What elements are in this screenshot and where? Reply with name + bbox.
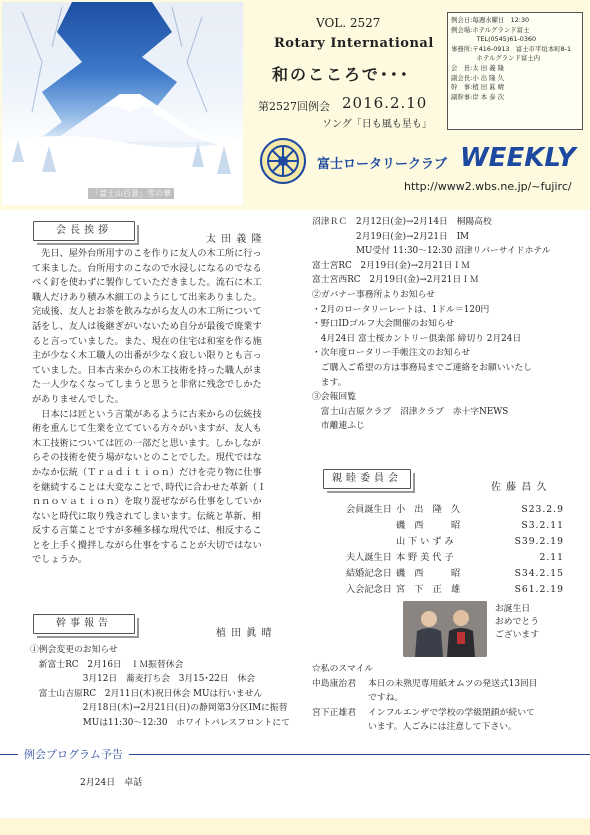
club-name-jp: 富士ロータリークラブ [317, 157, 448, 172]
program-title: 例会プログラム予告 [18, 746, 129, 762]
celebration-date: S39.2.19 [514, 536, 564, 547]
header [0, 0, 590, 210]
message-line: 主が少なく木工職人の出番が少なく寂しい限りとも言っ [32, 350, 262, 362]
celebration-date: S3.2.11 [521, 520, 564, 531]
report-line: 富士山吉原クラブ 沼津クラブ 赤十字NEWS [312, 406, 509, 417]
info-line: 例会場:ホテルグランド富士 [451, 25, 530, 34]
message-line: を継続することは大変なことで､時代に合わせた革新（Ｉ [32, 481, 267, 493]
celebration-label [344, 534, 394, 550]
message-line: 反する言葉ことですが多種多様な現代では、相反するこ [32, 525, 262, 537]
congrats-line: お誕生日 [495, 604, 531, 614]
report-line: MUは11:30～12:30 ホワイトパレスフロントにて [30, 717, 290, 728]
report-line: 2月19日(金)→2月21日 IM [312, 231, 470, 242]
member-name: 宮 下 正 雄 [395, 584, 461, 595]
secretary-report [30, 643, 310, 731]
report-line: 富士宮西RC 2月19日(金)→2月21日ＩＭ [312, 275, 479, 286]
report-line: ご購入ご希望の方は事務局までご連絡をお願いいたし [312, 362, 532, 373]
info-line: 事務所:〒416-0913 富士市平垣本町8-1 [451, 44, 572, 53]
secretary-name: 植 田 眞 晴 [216, 628, 273, 639]
smile-text: います。人ごみには注意して下さい。 [368, 722, 517, 733]
member-name: 山 下 い ず み [395, 536, 454, 547]
celebration-date: S23.2.9 [521, 504, 564, 515]
message-line: がありませんでした。 [32, 393, 124, 405]
info-line: TEL(0545)61-0360 [451, 35, 537, 44]
president-name: 太 田 義 隆 [206, 234, 263, 245]
report-line: 4月24日 富士桜カントリー倶楽部 締切り 2月24日 [312, 333, 522, 344]
member-name: 磯 西 昭 [395, 568, 461, 579]
table-row [344, 550, 566, 566]
report-line: 3月12日 蕎麦打ち会 3月15･22日 休会 [30, 674, 256, 685]
table-row [344, 566, 566, 582]
weekly-title: WEEKLY [460, 143, 576, 173]
report-line: ③会報回覧 [312, 392, 356, 403]
info-line: 副幹事:岸 本 泰 次 [451, 92, 504, 101]
message-line: ないと時代に取り残されてしまいます。伝統と革新、相 [32, 510, 261, 522]
info-line: 幹 事:植 田 眞 晴 [451, 83, 504, 92]
volume-number: VOL. 2527 [316, 16, 381, 30]
message-line: べく釘を使わずに製作していただきました。流石に木工 [32, 277, 262, 289]
message-line: ｎｎｏｖａｔｉｏｎ）を取り混ぜながら仕事をしていか [32, 496, 262, 508]
meeting-song: ソング「日も風も星も」 [322, 119, 432, 130]
two-men-photo-icon [403, 601, 487, 657]
club-name-en: Rotary International [274, 36, 434, 51]
report-line: MU受付 11:30～12:30 沼津リバーサイドホテル [312, 246, 551, 257]
table-row [344, 502, 566, 518]
congrats-line: おめでとう [495, 617, 539, 627]
report-line: 沼津ＲＣ 2月12日(金)→2月14日 桐陽高校 [312, 217, 492, 227]
celebration-label [344, 518, 394, 534]
member-name: 小 出 隆 久 [395, 504, 461, 515]
table-row [344, 582, 566, 598]
mount-fuji-snow-scene-icon [2, 2, 243, 205]
message-line: 完成後、友人とお茶を飲みながら友人の木工所について [32, 306, 262, 318]
message-line: 話をし、友人は後継ぎがいないため自分が最後で廃業す [32, 320, 262, 332]
secretary-report-continued [312, 215, 584, 434]
message-line: でしょうか。 [32, 554, 88, 566]
info-line: 例会日:毎週水曜日 12:30 [451, 16, 530, 24]
message-line: 職人だけあり積み木細工のようにして出来ありました。 [32, 291, 262, 303]
members-photo [403, 601, 487, 657]
smile-member: 中島康治君 [312, 678, 356, 689]
report-line: 新富士RC 2月16日 ＩＭ振替休会 [30, 659, 184, 670]
meeting-date: 2016.2.10 [342, 94, 428, 112]
message-line: とを上手く攪拌しながら仕事をすることが大切ではない [32, 539, 262, 551]
smile-text: インフルエンザで学校の学級閉鎖が続いて [368, 707, 535, 718]
message-line: て来ました。台所用すのこなので水浸しになるのでなる [32, 262, 262, 274]
photo-caption: 「富士山百景」雪の華 [88, 188, 174, 199]
report-line: ・2月のロータリーレートは、1ドル＝120円 [312, 304, 490, 315]
fellowship-section-title: 親睦委員会 [323, 469, 411, 489]
motto: 和のこころで･･･ [272, 65, 410, 84]
report-line: 富士宮RC 2月19日(金)→2月21日ＩＭ [312, 260, 470, 271]
report-line: ①例会変更のお知らせ [30, 645, 118, 655]
smile-entry [312, 706, 584, 721]
celebration-date: 2.11 [539, 552, 564, 563]
message-line: らその技術を使う場がないとのことでした。現代ではな [32, 452, 262, 464]
message-line: 日本には匠という言葉があるように古来からの伝統技 [32, 408, 262, 420]
rotary-wheel-icon [258, 136, 308, 186]
message-line: た一人少なくなってしまうと思うと非常に残念でしかた [32, 379, 262, 391]
info-line: ホテルグランド富士内 [451, 54, 541, 63]
message-line: 先日、屋外台所用すのこを作りに友人の木工所に行っ [32, 248, 262, 259]
message-line: ていました。日本古来からの木工技術を持った職人がま [32, 364, 262, 376]
congrats-message [495, 603, 539, 642]
secretary-section-title: 幹事報告 [33, 614, 135, 634]
message-line: かなか伝統（Ｔｒａｄｉｔｉｏｎ）だけを売り物に仕事 [32, 466, 262, 478]
report-line: ます。 [312, 377, 347, 388]
member-name: 本 野 美 代 子 [395, 552, 454, 563]
meeting-number: 第2527回例会 [258, 100, 330, 113]
report-line: ・次年度ロータリー手帳注文のお知らせ [312, 348, 471, 359]
report-line: ・野口IDゴルフ大会開催のお知らせ [312, 319, 455, 330]
celebration-label: 夫人誕生日 [346, 552, 392, 563]
message-line: 術を重んじて生業を立てている方々がいますが、友人も [32, 423, 262, 435]
info-line: 副会長:小 出 隆 久 [451, 73, 504, 82]
mount-fuji-photo [2, 2, 243, 205]
message-line: ると言っていました。また、現在の住宅は和室を作る施 [32, 335, 262, 347]
member-name: 磯 西 昭 [395, 520, 461, 531]
program-item: 2月24日 卓話 [80, 778, 143, 788]
report-line: 市離連ふじ [312, 421, 365, 432]
smile-text: ですね。 [368, 693, 404, 704]
celebration-label: 入会記念日 [346, 584, 392, 595]
report-line: 富士山吉原RC 2月11日(木)祝日休会 MUは行いません [30, 688, 263, 699]
congrats-line: ございます [495, 630, 539, 640]
fellowship-name: 佐 藤 昌 久 [491, 482, 548, 493]
report-line: ②ガバナー事務所よりお知らせ [312, 289, 435, 300]
smile-member: 宮下正雄君 [312, 707, 356, 718]
message-line: 木工技術については匠の一部だと思います。しかしなが [32, 437, 261, 449]
table-row [344, 518, 566, 534]
smile-entry [312, 677, 584, 692]
celebration-label: 結婚記念日 [346, 568, 392, 579]
celebrations-table [344, 502, 566, 598]
celebration-date: S34.2.15 [514, 568, 564, 579]
president-section-title: 会長挨拶 [33, 221, 135, 241]
footer-bar [0, 818, 590, 835]
celebration-date: S61.2.19 [514, 584, 564, 595]
table-row [344, 534, 566, 550]
celebration-label: 会員誕生日 [346, 504, 392, 515]
smile-title: ☆私のスマイル [312, 664, 374, 674]
smile-section [312, 662, 584, 735]
report-line: 2月18日(木)→2月21日(日)の静岡第3分区IMに振替 [30, 703, 288, 714]
club-url[interactable]: http://www2.wbs.ne.jp/~fujirc/ [404, 180, 572, 193]
club-info-box [447, 12, 583, 130]
info-line: 会 長:太 田 義 隆 [451, 63, 504, 72]
president-message [32, 247, 304, 568]
smile-text: 本日の未熟児専用紙オムツの発送式13回目 [368, 678, 538, 689]
